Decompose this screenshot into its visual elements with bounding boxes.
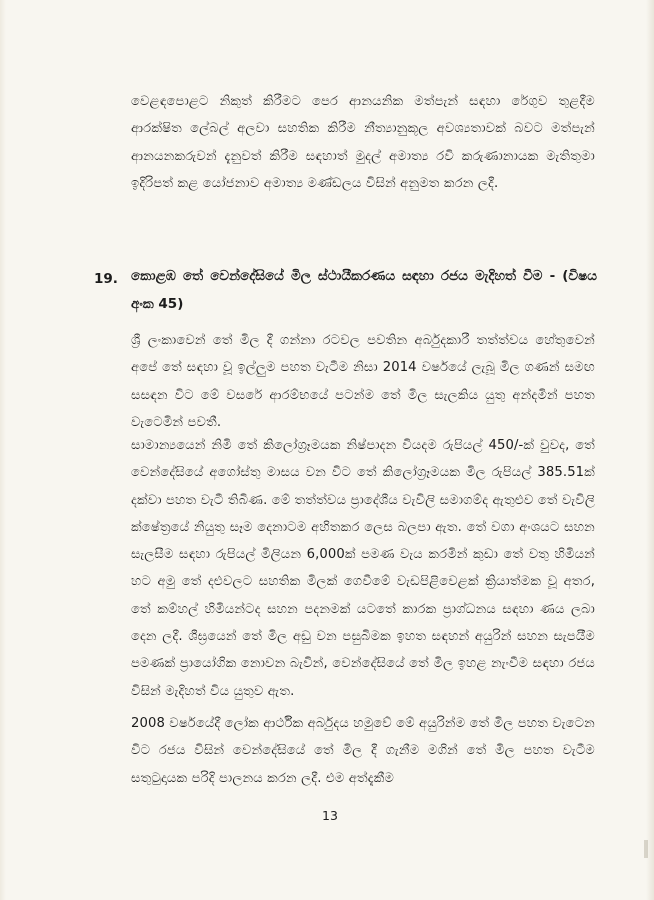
page-number: 13 [322,808,338,823]
paragraph-excise-labels: වෙළඳපොළට නිකුත් කිරීමට පෙර ආනයනික මත්පැන් සඳහා රේගුව තුළදීම ආරක්ෂිත ලේබල් අලවා සහතික කිරීම නීත්‍යානුකූල අවශ්‍යතාවක් බවට මත්පැන් ආනයනකරුවන් දැනුවත් කිරීම සඳහාත් මුදල් අමාත්‍ය රවි කරුණානායක මැතිතුමා ඉදිරිපත් කළ යෝජනාව අමාත්‍ය මණ්ඩලය විසින් අනුමත කරන ලදී. [131,94,595,191]
paragraph-2008-crisis: 2008 වර්ෂයේදී ලෝක ආර්ථික අර්බුදය හමුවේ මේ අයුරින්ම තේ මිල පහත වැටෙන විට රජය විසින් වෙන්දේසියේ තේ මිල දී ගැනීම මගින් තේ මිල පහත වැටීම සතුටුදායක පරිදි පාලනය කරන ලදී. එම අත්දැකීම [131,716,595,786]
scan-edge-mark [644,840,648,858]
item-number: 19. [94,271,118,287]
item-heading: කොළඹ තේ වෙන්දේසියේ මිල ස්ථායීකරණය සඳහා රජය මැදිහත් වීම - (විෂය අංක 45) [131,268,597,312]
paragraph-tea-demand: ශ්‍රී ලංකාවෙන් තේ මිල දී ගන්නා රටවල පවතින අර්බුදකාරී තත්ත්වය හේතුවෙන් අපේ තේ සඳහා වූ ඉල්ලුම පහත වැටීම නිසා 2014 වර්ෂයේ ලැබූ මිල ගණන් සමඟ සසඳන විට මේ වසරේ ආරම්භයේ පටන්ම තේ මිල සැලකිය යුතු අන්දමින් පහත වැටෙමින් පවතී. [131,333,595,430]
paragraph-tea-cost: සාමාන්‍යයෙන් නිමි තේ කිලෝග්‍රෑමයක නිෂ්පාදන වියදම රුපියල් 450/-ක් වුවද, තේ වෙන්දේසියේ අගෝස්තු මාසය වන විට තේ කිලෝග්‍රෑමයක මිල රුපියල් 385.51ක් දක්වා පහත වැටී තිබිණ. මේ තත්ත්වය ප්‍රාදේශීය වැවිලි සමාගම්ද ඇතුළුව තේ වැවිලි ක්ෂේත්‍රයේ නියුතු සෑම දෙනාටම අහිතකර ලෙස බලපා ඇත. තේ වගා අංශයට සහන සැලසීම සඳහා රුපියල් මිලියන 6,000ක් පමණ වැය කරමින් කුඩා තේ වතු හිමියන් හට අමු තේ දළුවලට සහතික මිලක් ගෙවීමේ වැඩපිළිවෙළක් ක්‍රියාත්මක වූ අතර, තේ කම්හල් හිමියන්ටද සහන පදනමක් යටතේ කාරක ප්‍රාග්ධනය සඳහා ණය ලබා දෙන ලදී. ශීඝ්‍රයෙන් තේ මිල අඩු වන පසුබිමක ඉහත සඳහන් අයුරින් සහන සැපයීම පමණක් ප්‍රායෝගික නොවන බැවින්, වෙන්දේසියේ තේ මිල ඉහළ නැංවීම සඳහා රජය විසින් මැදිහත් විය යුතුව ඇත. [131,438,595,699]
